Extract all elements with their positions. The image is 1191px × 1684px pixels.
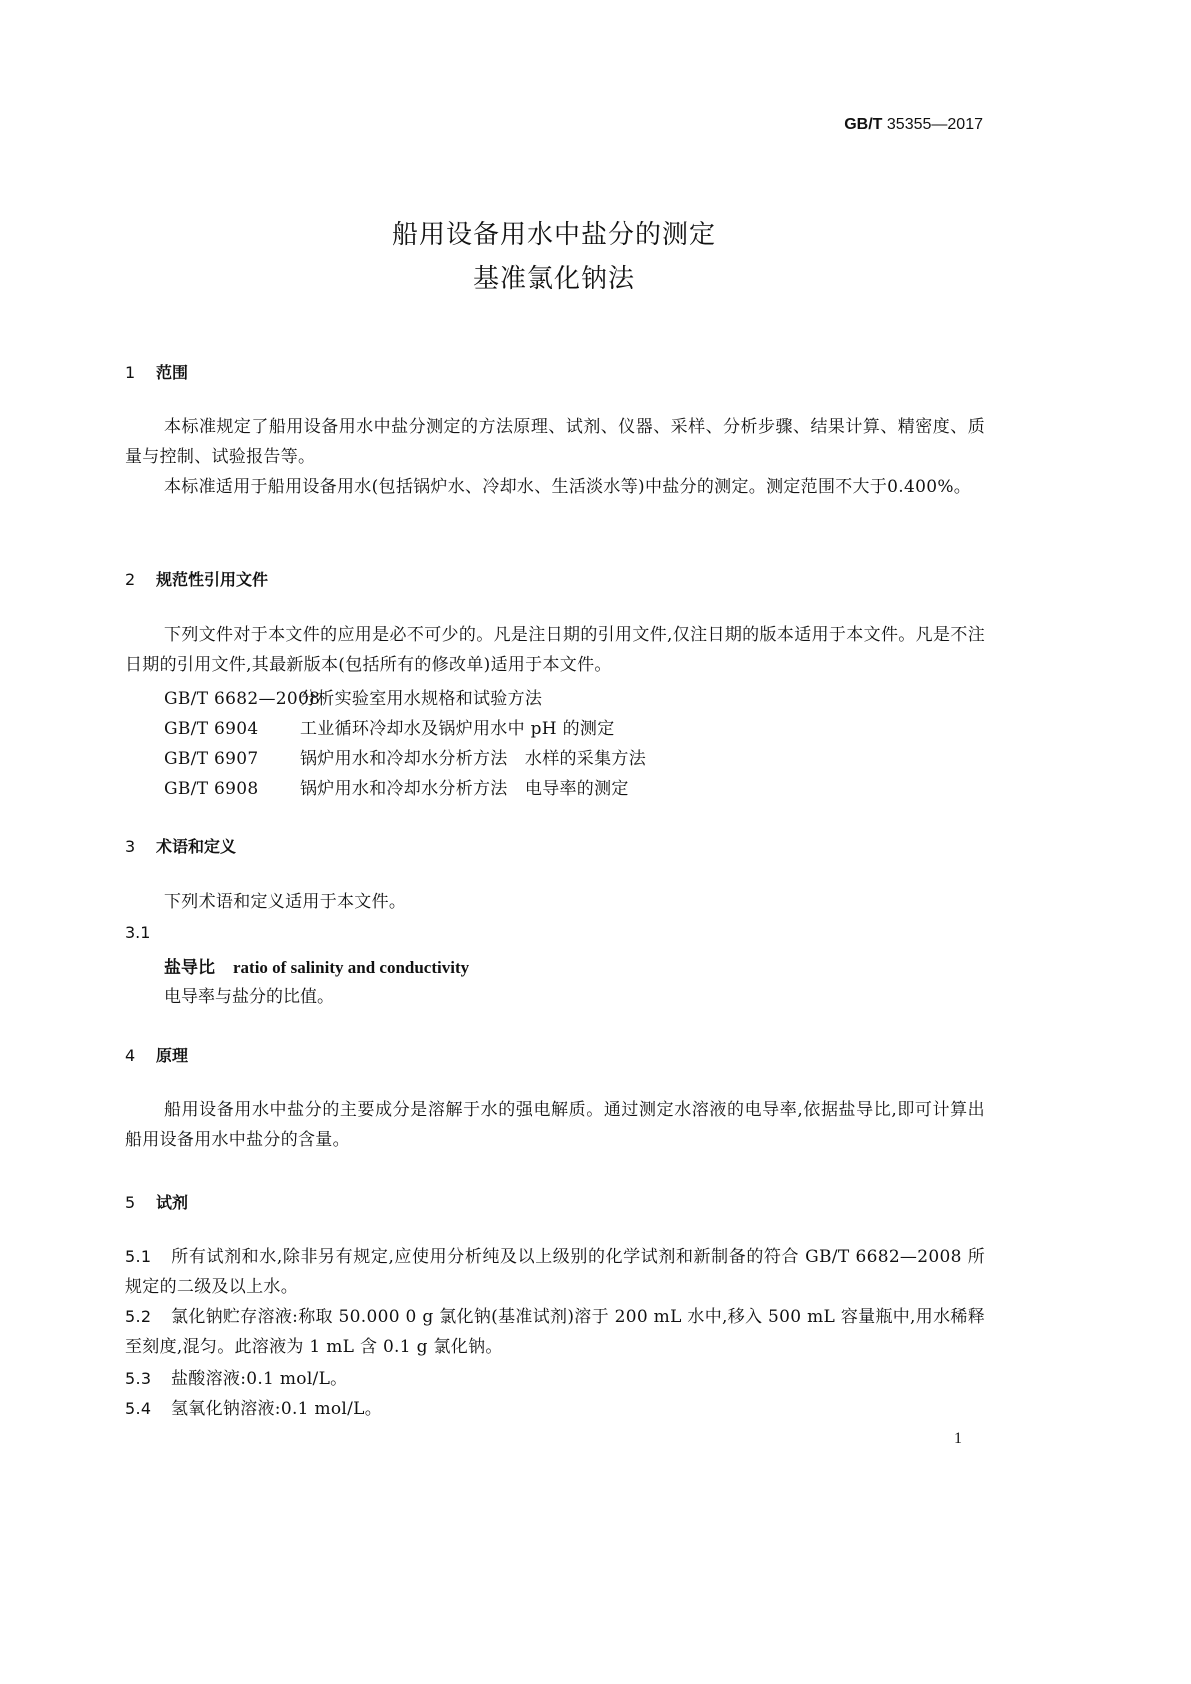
reference-item	[164, 684, 542, 709]
section-number: 4	[125, 1046, 136, 1065]
document-title: 船用设备用水中盐分的测定	[391, 220, 716, 250]
section-heading-reagents	[125, 1190, 188, 1213]
reagent-number: 5.1	[125, 1247, 152, 1266]
reagent-number: 5.3	[125, 1369, 152, 1388]
reference-title: 锅炉用水和冷却水分析方法 电导率的测定	[300, 779, 629, 799]
reagent-item	[125, 1242, 985, 1302]
reagent-text: 所有试剂和水,除非另有规定,应使用分析纯及以上级别的化学试剂和新制备的符合 GB/T 6682—2008 所规定的二级及以上水。	[125, 1247, 985, 1297]
section-heading-principle	[125, 1043, 188, 1066]
standard-prefix: GB/T	[844, 116, 883, 133]
section-title: 原理	[156, 1046, 189, 1065]
reagent-text: 氢氧化钠溶液:0.1 mol/L。	[171, 1399, 383, 1419]
reference-title: 工业循环冷却水及锅炉用水中 pH 的测定	[300, 719, 615, 739]
paragraph-terms-intro: 下列术语和定义适用于本文件。	[164, 892, 407, 912]
term-number: 3.1	[125, 923, 151, 942]
standard-number: 35355—2017	[886, 116, 983, 133]
reference-code: GB/T 6904	[164, 719, 259, 739]
reagent-item	[125, 1302, 985, 1362]
section-number: 5	[125, 1193, 136, 1212]
document-subtitle: 基准氯化钠法	[472, 264, 635, 294]
section-number: 3	[125, 837, 136, 856]
paragraph-scope-2: 本标准适用于船用设备用水(包括锅炉水、冷却水、生活淡水等)中盐分的测定。测定范围不大于0.400%。	[164, 477, 972, 497]
reagent-text: 氯化钠贮存溶液:称取 50.000 0 g 氯化钠(基准试剂)溶于 200 mL 水中,移入 500 mL 容量瓶中,用水稀释至刻度,混匀。此溶液为 1 mL 含 0.1 g 氯化钠。	[125, 1307, 985, 1357]
reagent-number: 5.2	[125, 1307, 152, 1326]
paragraph-references-intro: 下列文件对于本文件的应用是必不可少的。凡是注日期的引用文件,仅注日期的版本适用于本文件。凡是不注日期的引用文件,其最新版本(包括所有的修改单)适用于本文件。	[125, 625, 985, 675]
section-number: 2	[125, 570, 136, 589]
section-heading-terms	[125, 834, 236, 857]
reference-item	[164, 744, 646, 769]
reference-code: GB/T 6908	[164, 779, 259, 799]
section-title: 规范性引用文件	[156, 570, 269, 589]
reagent-number: 5.4	[125, 1399, 152, 1418]
term-definition: 电导率与盐分的比值。	[164, 987, 334, 1007]
term-entry	[164, 953, 469, 978]
section-number: 1	[125, 363, 136, 382]
section-title: 试剂	[156, 1193, 189, 1212]
term-en: ratio of salinity and conductivity	[233, 958, 470, 977]
section-title: 术语和定义	[156, 837, 237, 856]
reference-code: GB/T 6682—2008	[164, 689, 321, 709]
term-zh: 盐导比	[164, 958, 215, 978]
reference-code: GB/T 6907	[164, 749, 259, 769]
reference-title: 锅炉用水和冷却水分析方法 水样的采集方法	[300, 749, 646, 769]
section-title: 范围	[156, 363, 189, 382]
section-heading-normative-references	[125, 567, 268, 590]
page-number: 1	[954, 1430, 962, 1447]
reference-title: 分析实验室用水规格和试验方法	[300, 689, 543, 709]
reagent-item	[125, 1364, 985, 1394]
reagent-text: 盐酸溶液:0.1 mol/L。	[171, 1369, 348, 1389]
standard-code	[844, 116, 983, 134]
paragraph-principle: 船用设备用水中盐分的主要成分是溶解于水的强电解质。通过测定水溶液的电导率,依据盐导比,即可计算出船用设备用水中盐分的含量。	[125, 1100, 985, 1150]
reagent-item	[125, 1394, 985, 1424]
paragraph-scope-1: 本标准规定了船用设备用水中盐分测定的方法原理、试剂、仪器、采样、分析步骤、结果计算、精密度、质量与控制、试验报告等。	[125, 417, 985, 467]
section-heading-scope	[125, 360, 188, 383]
reference-item	[164, 714, 615, 739]
reference-item	[164, 774, 629, 799]
